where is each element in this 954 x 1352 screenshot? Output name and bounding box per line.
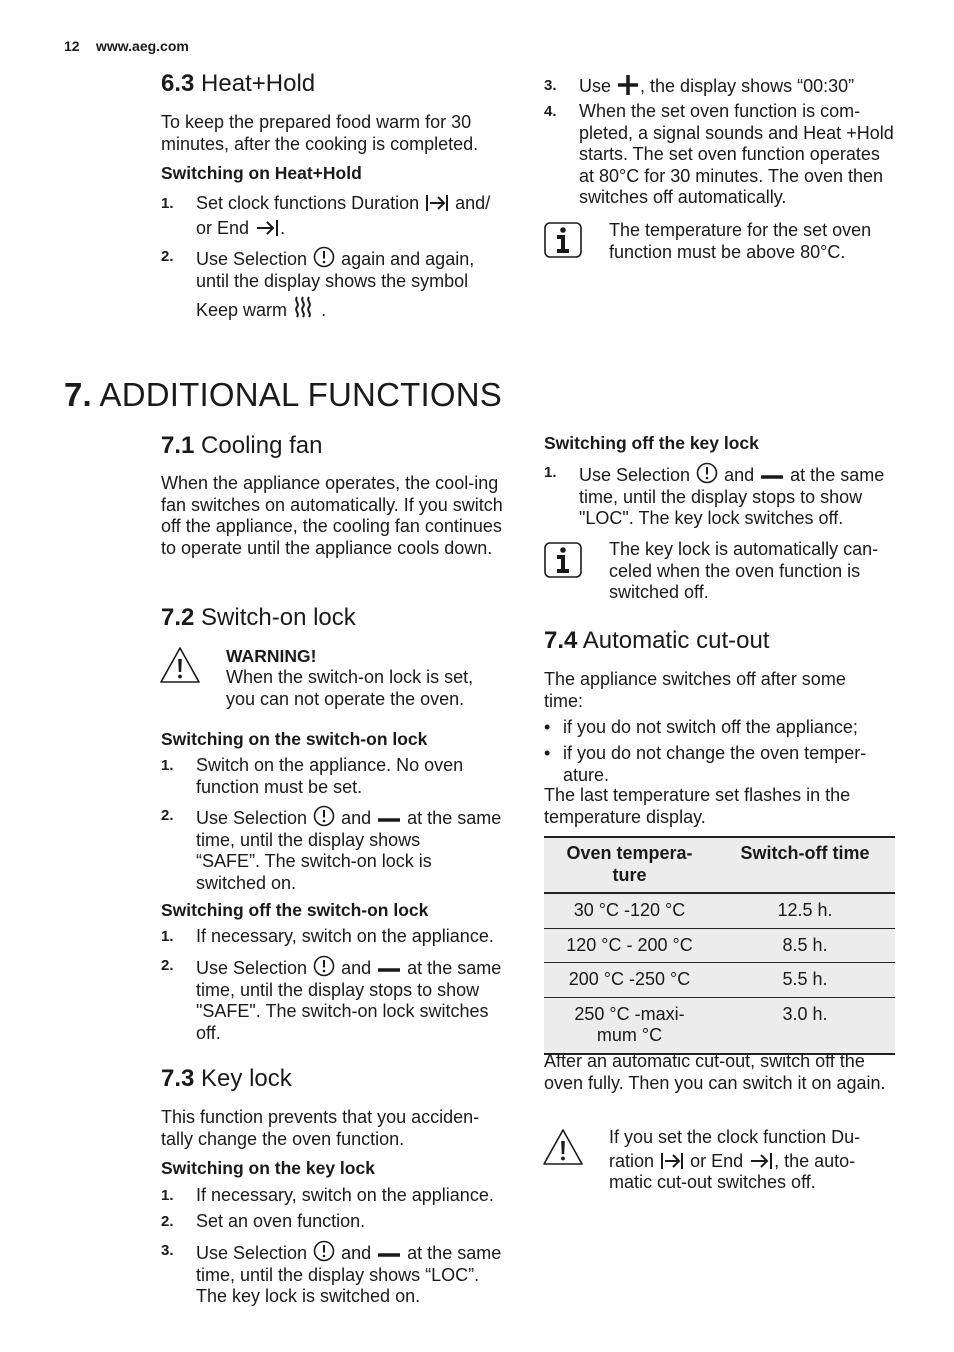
key-lock-on-step-1: 1. If necessary, switch on the appliance.	[161, 1185, 494, 1205]
selection-icon	[313, 246, 335, 268]
heat-hold-step-3: 3. Use , the display shows “00:30”	[544, 76, 855, 96]
section-title-7-1: 7.1 Cooling fan	[161, 432, 323, 459]
end-icon	[749, 1152, 773, 1170]
chapter-title: 7. ADDITIONAL FUNCTIONS	[64, 376, 502, 413]
table-header-temperature: Oven tempera-ture	[544, 837, 715, 893]
switch-on-lock-off-subheading: Switching off the switch-on lock	[161, 900, 429, 920]
selection-icon	[313, 1240, 335, 1262]
duration-icon	[660, 1152, 684, 1170]
key-lock-off-step-1: 1. Use Selection and at the same time, until the display stops to show "LOC". The key lock switches off.	[544, 464, 885, 528]
cut-out-after-table: After an automatic cut-out, switch off the oven fully. Then you can switch it on again.	[544, 1051, 886, 1093]
info-icon	[544, 542, 582, 583]
table-cell: 8.5 h.	[715, 928, 895, 963]
plus-icon	[617, 75, 639, 95]
table-cell: 120 °C - 200 °C	[544, 928, 715, 963]
table-row	[544, 928, 895, 963]
warning-text: When the switch-on lock is set, you can not operate the oven.	[226, 667, 474, 709]
cooling-fan-text: When the appliance operates, the cool-ing fan switches on automatically. If you switch off the appliance, the cooling fan continues to operate until the appliance cools down.	[161, 473, 503, 558]
warning-icon	[542, 1128, 584, 1171]
heat-hold-note: The temperature for the set oven function must be above 80°C.	[609, 220, 872, 262]
key-lock-on-step-3: 3. Use Selection and at the same time, until the display shows “LOC”. The key lock is switched on.	[161, 1242, 502, 1306]
table-cell: 250 °C -maxi-mum °C	[544, 997, 715, 1054]
minus-icon	[377, 1248, 401, 1262]
cut-out-bullet: • if you do not change the oven temper-ature.	[544, 743, 867, 785]
website: www.aeg.com	[96, 38, 189, 54]
selection-icon	[313, 805, 335, 827]
info-icon	[544, 222, 582, 263]
cut-out-after-bullets: The last temperature set flashes in the temperature display.	[544, 785, 851, 827]
table-cell: 30 °C -120 °C	[544, 893, 715, 928]
warning-title: WARNING!	[226, 646, 317, 666]
key-lock-note: The key lock is automatically can-celed when the oven function is switched off.	[609, 539, 879, 602]
key-lock-on-step-2: 2. Set an oven function.	[161, 1211, 366, 1231]
heat-hold-step-4: 4. When the set oven function is com-pleted, a signal sounds and Heat +Hold starts. The set oven function operates at 80°C for 30 minutes. The oven then switches off automatically.	[544, 101, 894, 207]
switch-on-lock-on-subheading: Switching on the switch-on lock	[161, 729, 428, 749]
table-header-switch-off-time: Switch-off time	[715, 837, 895, 893]
switch-on-lock-on-step-2: 2. Use Selection and at the same time, until the display shows “SAFE”. The switch-on lock is switched on.	[161, 807, 502, 893]
table-row	[544, 997, 895, 1054]
key-lock-text: This function prevents that you acciden-tally change the oven function.	[161, 1107, 480, 1149]
switch-on-lock-off-step-2: 2. Use Selection and at the same time, until the display stops to show "SAFE". The switch-on lock switches off.	[161, 957, 502, 1043]
table-row	[544, 893, 895, 928]
heat-hold-subheading: Switching on Heat+Hold	[161, 163, 362, 183]
section-title-6-3: 6.3 Heat+Hold	[161, 70, 316, 97]
cut-out-intro: The appliance switches off after some time:	[544, 669, 846, 711]
cut-out-bullet: • if you do not switch off the appliance;	[544, 717, 858, 737]
selection-icon	[696, 462, 718, 484]
selection-icon	[313, 955, 335, 977]
table-header-row	[544, 837, 895, 893]
switch-on-lock-on-step-1: 1. Switch on the appliance. No oven function must be set.	[161, 755, 464, 797]
minus-icon	[760, 470, 784, 484]
key-lock-on-subheading: Switching on the key lock	[161, 1158, 375, 1178]
duration-icon	[425, 194, 449, 212]
heat-hold-step-1: 1. Set clock functions Duration and/ or End .	[161, 193, 491, 238]
table-cell: 5.5 h.	[715, 963, 895, 998]
section-title-7-3: 7.3 Key lock	[161, 1065, 292, 1092]
section-title-7-2: 7.2 Switch-on lock	[161, 604, 356, 631]
key-lock-off-subheading: Switching off the key lock	[544, 433, 759, 453]
warning-icon	[159, 646, 201, 689]
page-number: 12	[64, 38, 80, 54]
section-title-7-4: 7.4 Automatic cut-out	[544, 627, 770, 654]
table-cell: 12.5 h.	[715, 893, 895, 928]
table-row	[544, 963, 895, 998]
table-cell: 200 °C -250 °C	[544, 963, 715, 998]
table-cell: 3.0 h.	[715, 997, 895, 1054]
heat-hold-step-2: 2. Use Selection again and again, until the display shows the symbol Keep warm .	[161, 248, 475, 320]
cut-out-table	[544, 836, 895, 1055]
keep-warm-icon	[293, 295, 315, 319]
minus-icon	[377, 813, 401, 827]
end-icon	[255, 219, 279, 237]
cut-out-warning: If you set the clock function Du- ration or End , the auto- matic cut-out switches off.	[609, 1127, 861, 1192]
minus-icon	[377, 963, 401, 977]
heat-hold-intro: To keep the prepared food warm for 30 minutes, after the cooking is completed.	[161, 112, 479, 154]
switch-on-lock-off-step-1: 1. If necessary, switch on the appliance.	[161, 926, 494, 946]
